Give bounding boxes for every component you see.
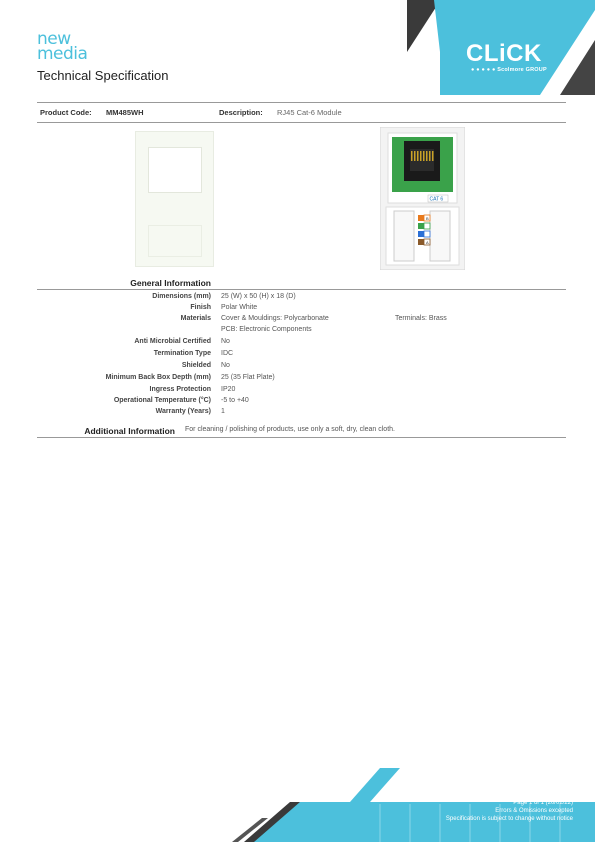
plate-slot: [148, 225, 202, 257]
additional-information-title: Additional Information: [84, 426, 175, 436]
header-dark-stripe: [407, 0, 438, 52]
product-code-value: MM485WH: [106, 108, 144, 117]
spec-label-materials: Materials: [180, 315, 211, 322]
spec-value-back-box-depth: 25 (35 Flat Plate): [221, 374, 275, 381]
spec-label-ingress: Ingress Protection: [149, 386, 211, 393]
spec-label-dimensions: Dimensions (mm): [152, 293, 211, 300]
spec-value-termination: IDC: [221, 350, 234, 357]
spec-label-temperature: Operational Temperature (°C): [113, 397, 211, 404]
spec-label-anti-microbial: Anti Microbial Certified: [134, 338, 211, 345]
footer-cyan-stripe: [350, 768, 400, 802]
new-media-logo: [37, 29, 107, 66]
spec-label-back-box-depth: Minimum Back Box Depth (mm): [105, 374, 211, 381]
scolmore-group-tagline: ● ● ● ● ● Scolmore GROUP: [471, 67, 547, 73]
spec-value-ingress: IP20: [221, 386, 236, 393]
product-module-image: [380, 127, 465, 270]
spec-label-termination: Termination Type: [153, 350, 211, 357]
spec-label-shielded: Shielded: [181, 362, 211, 369]
footer-errors: Errors & Omissions excepted: [495, 808, 573, 814]
additional-info-rule: [37, 437, 566, 438]
spec-value-materials: Cover & Mouldings: Polycarbonate: [221, 315, 329, 322]
product-bar-rule: [37, 122, 566, 123]
spec-value-dimensions: 25 (W) x 50 (H) x 18 (D): [221, 293, 296, 300]
spec-value-pcb: PCB: Electronic Components: [221, 326, 312, 333]
plate-window: [148, 147, 202, 193]
description-label: Description:: [219, 108, 263, 117]
footer-notice: Specification is subject to change without notice: [445, 816, 573, 822]
spec-value-terminals: Terminals: Brass: [395, 315, 447, 322]
general-information-title: General Information: [130, 278, 211, 288]
spec-label-warranty: Warranty (Years): [155, 408, 211, 415]
spec-value-warranty: 1: [221, 408, 225, 415]
footer-page-info: Page 1 of 1 (20/02/22): [513, 800, 573, 806]
general-info-rule: [37, 289, 566, 290]
additional-information-text: For cleaning / polishing of products, use only a soft, dry, clean cloth.: [185, 426, 395, 433]
svg-text:A: A: [426, 240, 429, 245]
product-code-label: Product Code:: [40, 108, 92, 117]
svg-text:B: B: [426, 216, 429, 221]
logo-word-media: media: [37, 44, 88, 64]
spec-value-temperature: -5 to +40: [221, 397, 249, 404]
spec-value-finish: Polar White: [221, 304, 258, 311]
cat6-label: CAT 6: [429, 196, 444, 203]
spec-label-finish: Finish: [190, 304, 211, 311]
footer-decoration: [0, 760, 595, 842]
top-rule: [37, 102, 566, 103]
spec-value-shielded: No: [221, 362, 230, 369]
logo-word-new: new: [37, 29, 71, 49]
click-logo: CLiCK: [466, 40, 542, 67]
description-value: RJ45 Cat-6 Module: [277, 108, 342, 117]
spec-value-anti-microbial: No: [221, 338, 230, 345]
page-title: Technical Specification: [37, 68, 169, 83]
